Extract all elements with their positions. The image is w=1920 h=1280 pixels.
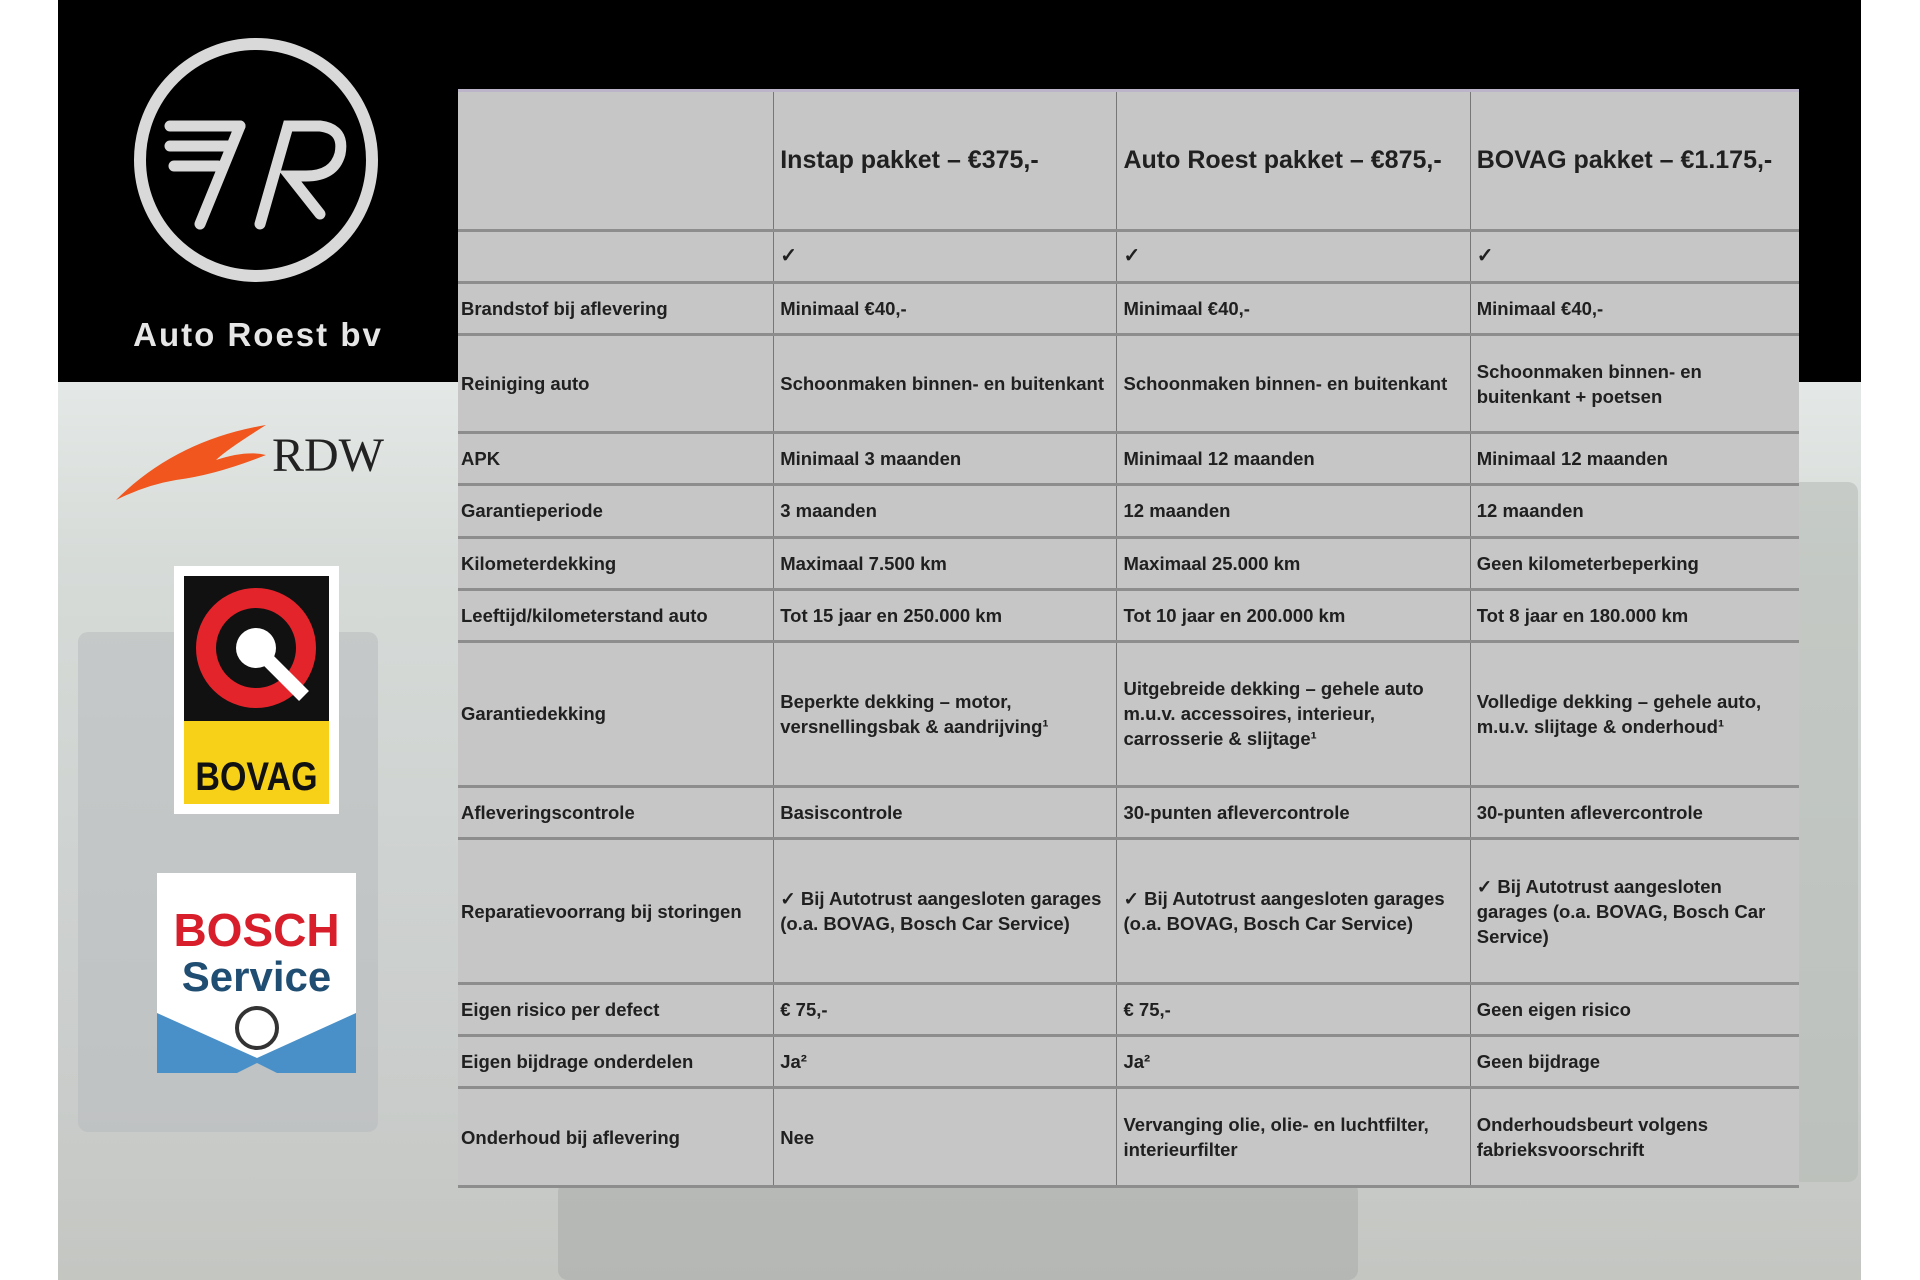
table-row <box>458 786 1799 838</box>
table-row <box>458 1036 1799 1088</box>
cell-value: Schoonmaken binnen- en buitenkant <box>1117 334 1470 433</box>
table-row <box>458 1088 1799 1187</box>
cell-value: Maximaal 25.000 km <box>1117 537 1470 589</box>
row-label: Reiniging auto <box>458 334 774 433</box>
auto-roest-logo <box>130 34 382 286</box>
cell-value: ✓ <box>1470 230 1799 282</box>
table-row <box>458 230 1799 282</box>
service-text: Service <box>181 953 332 1000</box>
cell-value: ✓ Bij Autotrust aangesloten garages (o.a. BOVAG, Bosch Car Service) <box>1470 838 1799 983</box>
bovag-logo <box>174 566 339 814</box>
header-instap: Instap pakket – €375,- <box>774 91 1117 231</box>
cell-value: Tot 8 jaar en 180.000 km <box>1470 589 1799 641</box>
cell-value: € 75,- <box>1117 984 1470 1036</box>
cell-value: Maximaal 7.500 km <box>774 537 1117 589</box>
table-row <box>458 589 1799 641</box>
table-header-row <box>458 91 1799 231</box>
cell-value: Geen bijdrage <box>1470 1036 1799 1088</box>
cell-value: Minimaal €40,- <box>1117 282 1470 334</box>
bovag-logo-text: BOVAG <box>195 755 318 799</box>
table-row <box>458 485 1799 537</box>
cell-value: Nee <box>774 1088 1117 1187</box>
cell-value: Schoonmaken binnen- en buitenkant <box>774 334 1117 433</box>
row-label: Reparatievoorrang bij storingen <box>458 838 774 983</box>
table-row <box>458 984 1799 1036</box>
cell-value: Minimaal 12 maanden <box>1117 433 1470 485</box>
row-label: Garantiedekking <box>458 641 774 786</box>
cell-value: ✓ Bij Autotrust aangesloten garages (o.a. BOVAG, Bosch Car Service) <box>774 838 1117 983</box>
table-row <box>458 838 1799 983</box>
cell-value: 30-punten aflevercontrole <box>1117 786 1470 838</box>
cell-value: 12 maanden <box>1117 485 1470 537</box>
header-bovag: BOVAG pakket – €1.175,- <box>1470 91 1799 231</box>
header-cell <box>458 91 774 231</box>
table-row <box>458 641 1799 786</box>
cell-value: Tot 15 jaar en 250.000 km <box>774 589 1117 641</box>
row-label: Eigen bijdrage onderdelen <box>458 1036 774 1088</box>
cell-value: ✓ <box>1117 230 1470 282</box>
cell-value: 30-punten aflevercontrole <box>1470 786 1799 838</box>
cell-value: Minimaal 3 maanden <box>774 433 1117 485</box>
cell-value: Minimaal 12 maanden <box>1470 433 1799 485</box>
cell-value: Beperkte dekking – motor, versnellingsbak & aandrijving¹ <box>774 641 1117 786</box>
cell-value: Tot 10 jaar en 200.000 km <box>1117 589 1470 641</box>
row-label: Leeftijd/kilometerstand auto <box>458 589 774 641</box>
row-label: APK <box>458 433 774 485</box>
row-label: Afleveringscontrole <box>458 786 774 838</box>
cell-value: 3 maanden <box>774 485 1117 537</box>
table-row <box>458 282 1799 334</box>
row-label: Eigen risico per defect <box>458 984 774 1036</box>
table-row <box>458 433 1799 485</box>
cell-value: Geen eigen risico <box>1470 984 1799 1036</box>
cell-value: Schoonmaken binnen- en buitenkant + poetsen <box>1470 334 1799 433</box>
cell-value: ✓ Bij Autotrust aangesloten garages (o.a. BOVAG, Bosch Car Service) <box>1117 838 1470 983</box>
row-label: Brandstof bij aflevering <box>458 282 774 334</box>
rdw-logo-text: RDW <box>272 429 384 482</box>
bosch-service-logo <box>157 873 356 1073</box>
package-comparison-table <box>458 89 1799 1188</box>
cell-value: Minimaal €40,- <box>1470 282 1799 334</box>
brand-name: Auto Roest bv <box>133 316 383 353</box>
cell-value: Ja² <box>1117 1036 1470 1088</box>
table-row <box>458 537 1799 589</box>
cell-value: Basiscontrole <box>774 786 1117 838</box>
cell-value: Uitgebreide dekking – gehele auto m.u.v. accessoires, interieur, carrosserie & slijtage¹ <box>1117 641 1470 786</box>
cell-value: € 75,- <box>774 984 1117 1036</box>
row-label: Onderhoud bij aflevering <box>458 1088 774 1187</box>
cell-value: Minimaal €40,- <box>774 282 1117 334</box>
row-label: Kilometerdekking <box>458 537 774 589</box>
cell-value: Geen kilometerbeperking <box>1470 537 1799 589</box>
cell-value: Vervanging olie, olie- en luchtfilter, interieurfilter <box>1117 1088 1470 1187</box>
bosch-text: BOSCH <box>173 904 340 956</box>
cell-value: 12 maanden <box>1470 485 1799 537</box>
cell-value: ✓ <box>774 230 1117 282</box>
header-auto-roest: Auto Roest pakket – €875,- <box>1117 91 1470 231</box>
table-row <box>458 334 1799 433</box>
row-label: Garantieperiode <box>458 485 774 537</box>
cell-value: Volledige dekking – gehele auto, m.u.v. slijtage & onderhoud¹ <box>1470 641 1799 786</box>
cell-value: Ja² <box>774 1036 1117 1088</box>
row-label <box>458 230 774 282</box>
cell-value: Onderhoudsbeurt volgens fabrieksvoorschrift <box>1470 1088 1799 1187</box>
